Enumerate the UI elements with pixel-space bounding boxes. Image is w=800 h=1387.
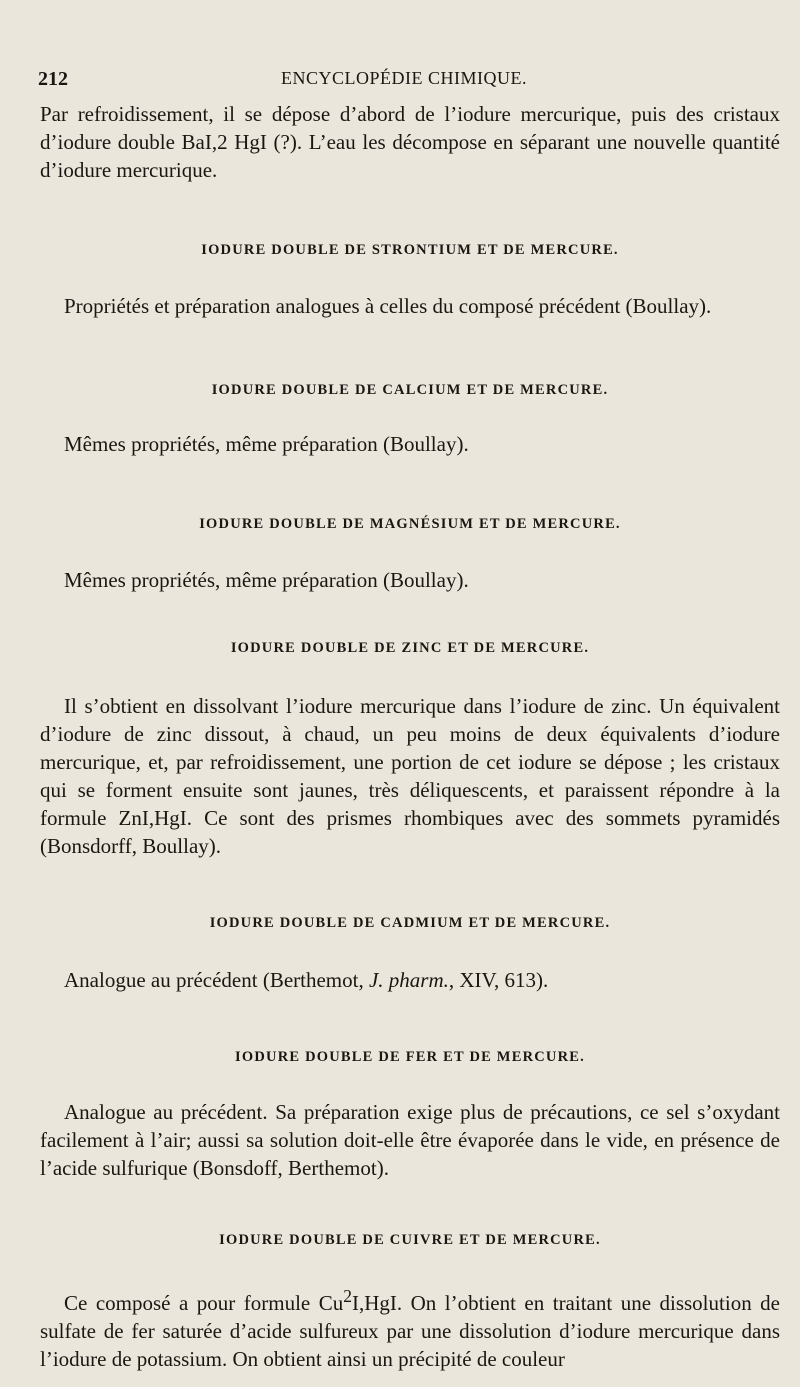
heading-cadmium: IODURE DOUBLE DE CADMIUM ET DE MERCURE.: [209, 915, 611, 931]
heading-fer: IODURE DOUBLE DE FER ET DE MERCURE.: [235, 1049, 585, 1065]
journal-citation: J. pharm.: [368, 968, 449, 992]
heading-calcium: IODURE DOUBLE DE CALCIUM ET DE MERCURE.: [211, 382, 609, 398]
paragraph-cuivre-end: I,HgI. On l’obtient en traitant une dissolution de sulfate de fer saturée d’acide sulfureux par une dissolution d’iodure mercurique dans l’iodure de potassium. On obtient ainsi un précipité de couleur: [40, 1291, 780, 1371]
page-header: [38, 68, 770, 94]
paragraph-cuivre: [40, 1282, 780, 1373]
paragraph-cadmium: [40, 966, 780, 994]
heading-zinc: IODURE DOUBLE DE ZINC ET DE MERCURE.: [230, 640, 590, 656]
paragraph-cuivre-text: Ce composé a pour formule Cu: [64, 1291, 344, 1315]
heading-strontium: IODURE DOUBLE DE STRONTIUM ET DE MERCURE.: [201, 242, 619, 258]
page-number: 212: [38, 68, 68, 90]
heading-magnesium: IODURE DOUBLE DE MAGNÉSIUM ET DE MERCURE.: [199, 516, 621, 532]
formula-superscript: 2: [343, 1286, 352, 1306]
paragraph-intro: Par refroidissement, il se dépose d’abord de l’iodure mercurique, puis des cristaux d’iodure double BaI,2 HgI (?). L’eau les décompose en séparant une nouvelle quantité d’iodure mercurique.: [40, 102, 780, 182]
paragraph-cadmium-end: , XIV, 613).: [448, 968, 549, 992]
running-head: ENCYCLOPÉDIE CHIMIQUE.: [281, 68, 527, 88]
paragraph-strontium: Propriétés et préparation analogues à celles du composé précédent (Boullay).: [64, 294, 712, 318]
heading-cuivre: IODURE DOUBLE DE CUIVRE ET DE MERCURE.: [219, 1232, 601, 1248]
paragraph-zinc: Il s’obtient en dissolvant l’iodure mercurique dans l’iodure de zinc. Un équivalent d’iodure de zinc dissout, à chaud, un peu moins de deux équivalents d’iodure mercurique, et, par refroidissement, une portion de cet iodure se dépose ; les cristaux qui se forment ensuite sont jaunes, très déliquescents, et paraissent répondre à la formule ZnI,HgI. Ce sont des prismes rhombiques avec des sommets pyramidés (Bonsdorff, Boullay).: [40, 694, 780, 858]
paragraph-calcium: Mêmes propriétés, même préparation (Boullay).: [64, 432, 469, 456]
paragraph-magnesium: Mêmes propriétés, même préparation (Boullay).: [64, 568, 469, 592]
paragraph-cadmium-text: Analogue au précédent (Berthemot,: [64, 968, 369, 992]
paragraph-fer: Analogue au précédent. Sa préparation exige plus de précautions, ce sel s’oxydant facilement à l’air; aussi sa solution doit-elle être évaporée dans le vide, en présence de l’acide sulfurique (Bonsdoff, Berthemot).: [40, 1100, 780, 1180]
